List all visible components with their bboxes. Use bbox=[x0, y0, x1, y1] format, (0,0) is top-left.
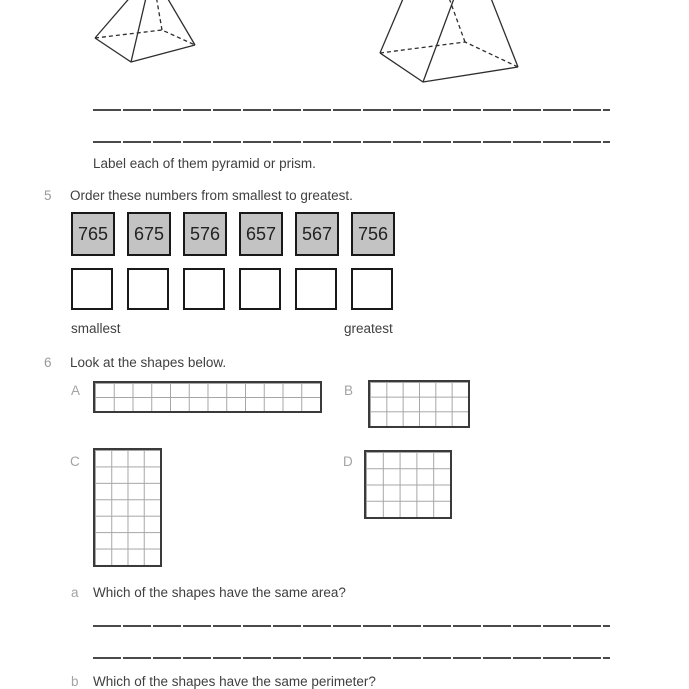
number-box bbox=[295, 212, 339, 256]
answer-line-a-2 bbox=[93, 657, 610, 659]
label-instruction: Label each of them pyramid or prism. bbox=[93, 156, 316, 171]
number-box bbox=[239, 212, 283, 256]
sub-question-b-letter: b bbox=[71, 674, 79, 689]
number-box-value: 756 bbox=[357, 224, 389, 244]
answer-line-figure-2 bbox=[93, 141, 610, 143]
sub-question-a-letter: a bbox=[71, 585, 79, 600]
number-box-row bbox=[71, 212, 395, 256]
number-box-value: 567 bbox=[301, 224, 333, 244]
number-box bbox=[127, 212, 171, 256]
blank-answer-box bbox=[239, 268, 281, 310]
shape-b-grid bbox=[368, 380, 470, 428]
shape-d-grid bbox=[364, 450, 452, 519]
number-box bbox=[71, 212, 115, 256]
blank-box-row bbox=[71, 268, 393, 310]
triangular-prism-figure bbox=[380, 0, 518, 82]
sub-question-a-prompt: Which of the shapes have the same area? bbox=[93, 585, 346, 600]
sub-question-b-prompt: Which of the shapes have the same perimeter? bbox=[93, 674, 376, 689]
number-box bbox=[183, 212, 227, 256]
blank-answer-box bbox=[71, 268, 113, 310]
shape-a-label: A bbox=[71, 383, 81, 398]
question-5-prompt: Order these numbers from smallest to greatest. bbox=[70, 188, 353, 203]
answer-line-figure-1 bbox=[93, 109, 610, 111]
number-box-value: 657 bbox=[245, 224, 277, 244]
shape-d-label: D bbox=[343, 454, 353, 469]
solid-figures bbox=[0, 0, 689, 100]
pyramid-figure bbox=[95, 0, 195, 62]
blank-answer-box bbox=[295, 268, 337, 310]
smallest-label: smallest bbox=[71, 321, 121, 336]
number-box bbox=[351, 212, 395, 256]
shape-c-label: C bbox=[70, 454, 80, 469]
shape-a-grid bbox=[93, 381, 322, 413]
blank-answer-box bbox=[127, 268, 169, 310]
question-6-prompt: Look at the shapes below. bbox=[70, 355, 227, 370]
answer-line-a-1 bbox=[93, 625, 610, 627]
shape-c-grid bbox=[93, 448, 162, 567]
shape-b-label: B bbox=[344, 383, 354, 398]
number-box-value: 576 bbox=[189, 224, 221, 244]
blank-answer-box bbox=[183, 268, 225, 310]
greatest-label: greatest bbox=[344, 321, 393, 336]
number-box-value: 675 bbox=[133, 224, 165, 244]
question-5-number: 5 bbox=[44, 188, 52, 203]
question-6-number: 6 bbox=[44, 355, 52, 370]
blank-answer-box bbox=[351, 268, 393, 310]
number-box-value: 765 bbox=[77, 224, 109, 244]
